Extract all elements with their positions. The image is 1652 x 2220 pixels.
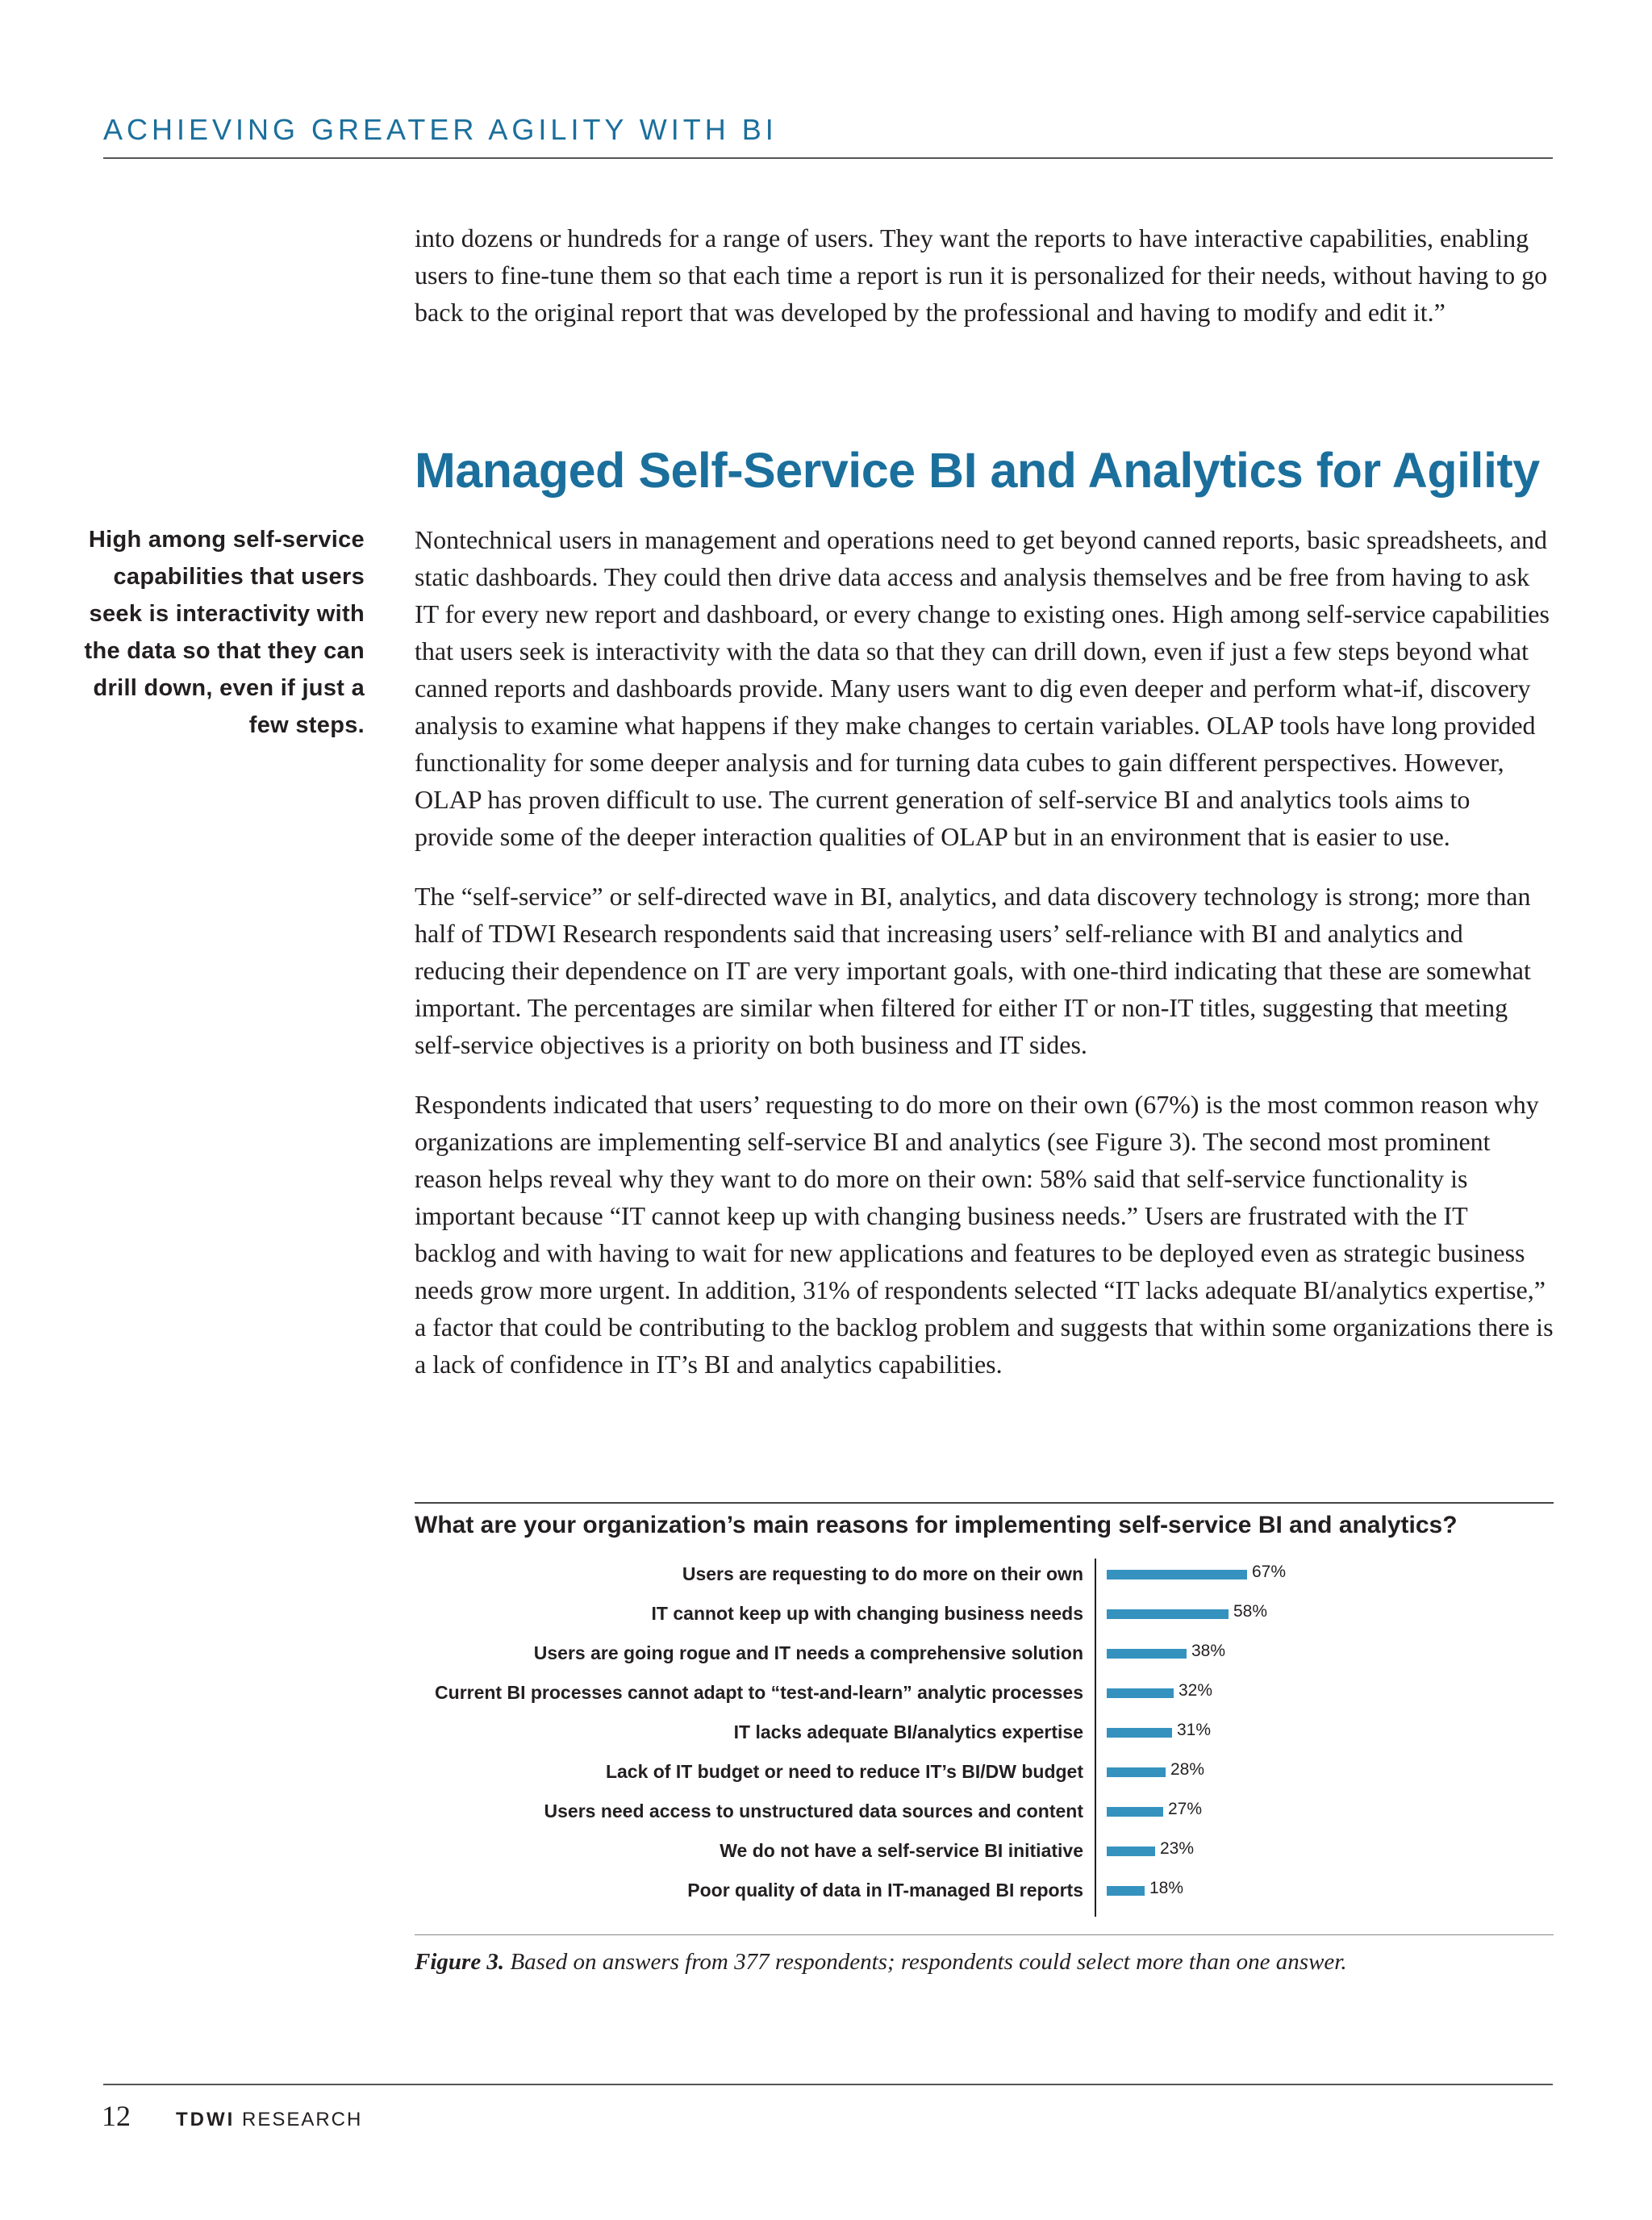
figure-top-rule [415, 1502, 1554, 1504]
value-label: 67% [1252, 1563, 1287, 1581]
bar [1107, 1728, 1172, 1738]
bar [1107, 1649, 1187, 1659]
brand-bold: TDWI [176, 2109, 236, 2130]
bar [1107, 1767, 1166, 1777]
caption-text: Based on answers from 377 respondents; respondents could select more than one answer. [504, 1949, 1347, 1975]
brand-logo [176, 2109, 362, 2131]
body-paragraph-3: Respondents indicated that users’ requesting to do more on their own (67%) is the most common reason why organizations are implementing self-service BI and analytics (see Figure 3). The second most prominent reason helps reveal why they want to do more on their own: 58% said that self-service functionality is important because “IT cannot keep up with changing business needs.” Users are frustrated with the IT backlog and with having to wait for new applications and features to be deployed even as strategic business needs grow more urgent. In addition, 31% of respondents selected “IT lacks adequate BI/analytics expertise,” a factor that could be contributing to the backlog problem and suggests that within some organizations there is a lack of confidence in IT’s BI and analytics capabilities. [415, 1090, 1554, 1379]
chart-row [415, 1598, 1554, 1638]
caption-label: Figure 3. [415, 1949, 505, 1975]
chart-row [415, 1796, 1554, 1835]
bar [1107, 1570, 1247, 1579]
figure-bottom-rule [415, 1934, 1554, 1935]
footer-rule [103, 2084, 1553, 2085]
page-number: 12 [102, 2100, 131, 2132]
value-label: 32% [1179, 1681, 1213, 1700]
bar [1107, 1807, 1163, 1817]
value-label: 27% [1168, 1800, 1203, 1818]
chart-row [415, 1717, 1554, 1756]
value-label: 58% [1233, 1602, 1268, 1621]
running-header: ACHIEVING GREATER AGILITY WITH BI [103, 113, 778, 146]
value-label: 28% [1170, 1760, 1205, 1779]
chart-row [415, 1875, 1554, 1914]
bar [1107, 1609, 1229, 1619]
bar [1107, 1886, 1145, 1896]
value-label: 38% [1191, 1642, 1226, 1660]
chart-row [415, 1638, 1554, 1677]
category-label: Poor quality of data in IT-managed BI reports [687, 1880, 1083, 1901]
value-label: 23% [1160, 1839, 1195, 1858]
category-label: Current BI processes cannot adapt to “test-and-learn” analytic processes [435, 1682, 1083, 1703]
bar [1107, 1688, 1174, 1698]
category-label: Lack of IT budget or need to reduce IT’s BI/DW budget [605, 1761, 1083, 1782]
category-label: We do not have a self-service BI initiative [720, 1840, 1083, 1861]
category-label: Users are going rogue and IT needs a comprehensive solution [533, 1642, 1083, 1663]
body-paragraph-1: Nontechnical users in management and operations need to get beyond canned reports, basic spreadsheets, and static dashboards. They could then drive data access and analysis themselves and be free from having to ask IT for every new report and dashboard, or every change to existing ones. High among self-service capabilities that users seek is interactivity with the data so that they can drill down, even if just a few steps beyond what canned reports and dashboards provide. Many users want to dig even deeper and perform what-if, discovery analysis to examine what happens if they make changes to certain variables. OLAP tools have long provided functionality for some deeper analysis and for turning data cubes to gain different perspectives. However, OLAP has proven difficult to use. The current generation of self-service BI and analytics tools aims to provide some of the deeper interaction qualities of OLAP but in an environment that is easier to use. [415, 525, 1550, 851]
figure-caption [415, 1949, 1554, 1976]
section-body [415, 521, 1554, 1405]
chart-row [415, 1677, 1554, 1717]
chart-row [415, 1756, 1554, 1796]
brand-light: RESEARCH [235, 2109, 363, 2130]
chart-row [415, 1559, 1554, 1598]
chart-row [415, 1835, 1554, 1875]
category-label: Users are requesting to do more on their own [682, 1563, 1083, 1584]
category-label: IT cannot keep up with changing business needs [651, 1603, 1083, 1624]
bar-chart [415, 1559, 1554, 1913]
category-label: Users need access to unstructured data sources and content [544, 1801, 1083, 1821]
intro-block [415, 219, 1554, 353]
value-label: 18% [1149, 1879, 1184, 1897]
bar [1107, 1847, 1155, 1856]
chart-title: What are your organization’s main reasons for implementing self-service BI and analytics? [415, 1512, 1458, 1538]
value-label: 31% [1177, 1721, 1212, 1739]
pull-quote: High among self-service capabilities that users seek is interactivity with the data so that they can drill down, even if just a few steps. [84, 527, 365, 738]
header-rule [103, 157, 1553, 159]
body-paragraph-2: The “self-service” or self-directed wave in BI, analytics, and data discovery technology is strong; more than half of TDWI Research respondents said that increasing users’ self-reliance with BI and analytics and reducing their dependence on IT are very important goals, with one-third indicating that these are somewhat important. The percentages are similar when filtered for either IT or non-IT titles, suggesting that meeting self-service objectives is a priority on both business and IT sides. [415, 882, 1531, 1059]
category-label: IT lacks adequate BI/analytics expertise [733, 1721, 1083, 1742]
section-title: Managed Self-Service BI and Analytics for Agility [415, 443, 1540, 498]
intro-paragraph: into dozens or hundreds for a range of users. They want the reports to have interactive capabilities, enabling users to fine-tune them so that each time a report is run it is personalized for their needs, without having to go back to the original report that was developed by the professional and having to modify and edit it.” [415, 223, 1548, 327]
